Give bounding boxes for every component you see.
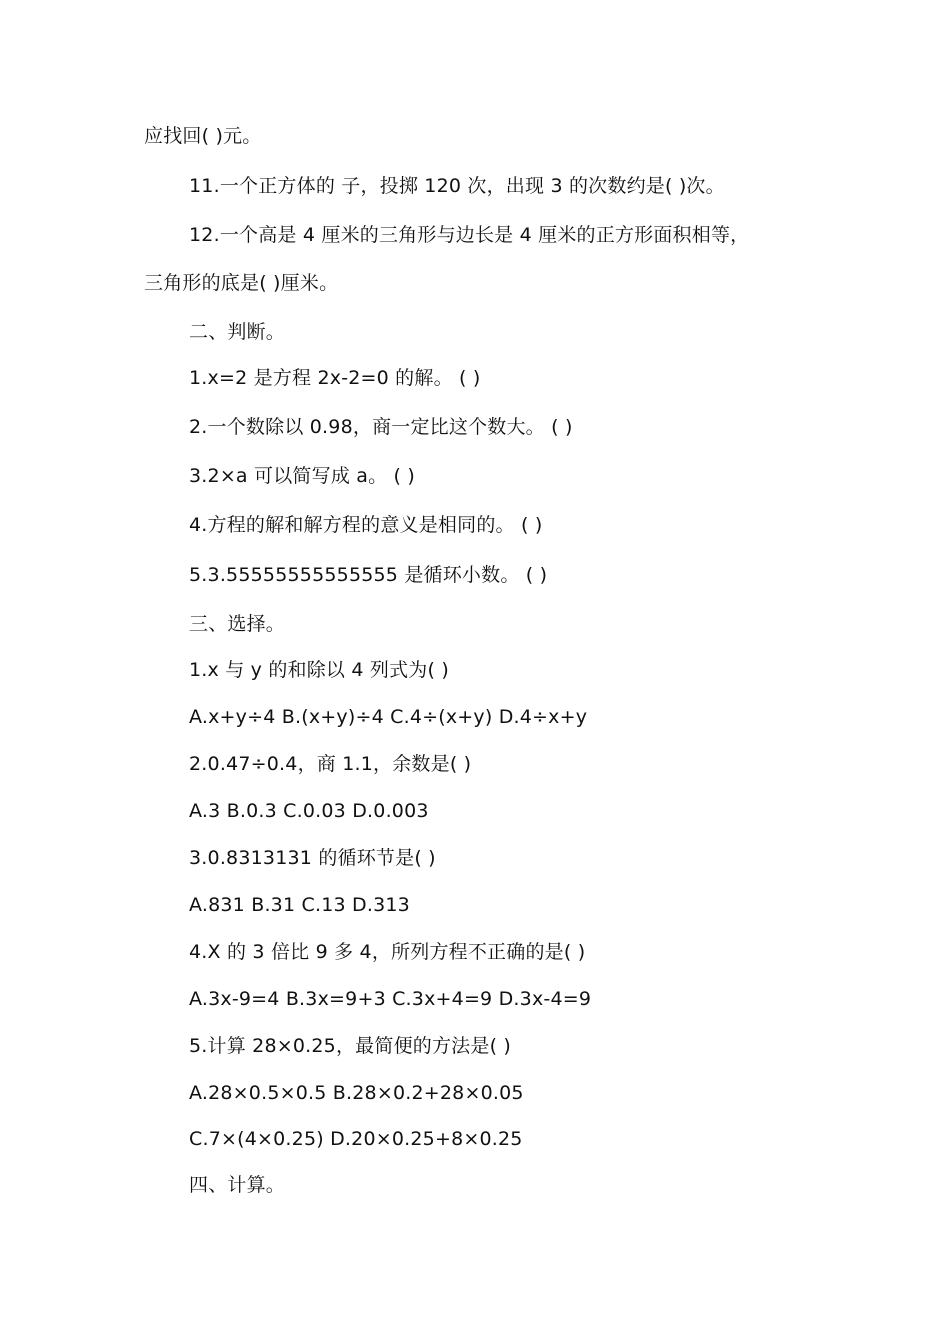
judge-item-2: 2.一个数除以 0.98，商一定比这个数大。 ( ) (189, 416, 573, 438)
question-12: 12.一个高是 4 厘米的三角形与边长是 4 厘米的正方形面积相等， (189, 224, 750, 246)
choice-question-2: 2.0.47÷0.4，商 1.1，余数是( ) (189, 753, 472, 775)
choice-options-3: A.831 B.31 C.13 D.313 (189, 894, 410, 916)
question-12-continued: 三角形的底是( )厘米。 (144, 272, 339, 294)
text-line-continuation-answer: 应找回( )元。 (144, 125, 262, 147)
judge-item-3: 3.2×a 可以简写成 a。 ( ) (189, 465, 416, 487)
choice-question-3: 3.0.8313131 的循环节是( ) (189, 847, 436, 869)
choice-question-1: 1.x 与 y 的和除以 4 列式为( ) (189, 659, 449, 681)
choice-options-4: A.3x-9=4 B.3x=9+3 C.3x+4=9 D.3x-4=9 (189, 988, 592, 1010)
judge-item-5: 5.3.55555555555555 是循环小数。 ( ) (189, 564, 548, 586)
judge-item-4: 4.方程的解和解方程的意义是相同的。 ( ) (189, 514, 543, 536)
judge-item-1: 1.x=2 是方程 2x-2=0 的解。 ( ) (189, 367, 481, 389)
choice-question-5: 5.计算 28×0.25，最简便的方法是( ) (189, 1035, 512, 1057)
question-11: 11.一个正方体的 子，投掷 120 次，出现 3 的次数约是( )次。 (189, 175, 725, 197)
choice-question-4: 4.X 的 3 倍比 9 多 4，所列方程不正确的是( ) (189, 941, 586, 963)
choice-options-5-cd: C.7×(4×0.25) D.20×0.25+8×0.25 (189, 1128, 523, 1150)
section-heading-calc: 四、计算。 (189, 1174, 286, 1196)
section-heading-choice: 三、选择。 (189, 613, 286, 635)
section-heading-judge: 二、判断。 (189, 321, 286, 343)
choice-options-1: A.x+y÷4 B.(x+y)÷4 C.4÷(x+y) D.4÷x+y (189, 706, 588, 728)
choice-options-5-ab: A.28×0.5×0.5 B.28×0.2+28×0.05 (189, 1082, 524, 1104)
choice-options-2: A.3 B.0.3 C.0.03 D.0.003 (189, 800, 429, 822)
